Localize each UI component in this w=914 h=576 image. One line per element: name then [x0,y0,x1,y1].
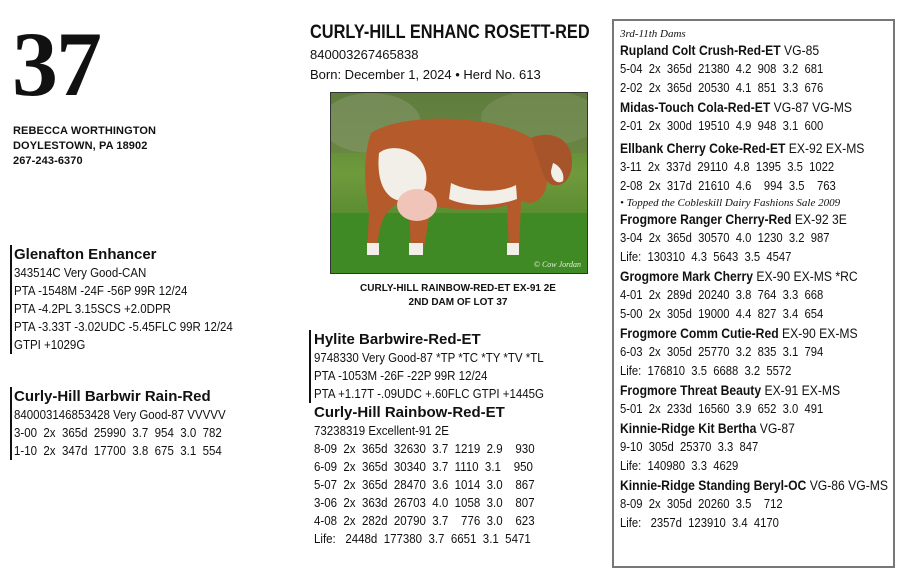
sire-name: Glenafton Enhancer [14,246,157,263]
dam-entry-name [620,267,860,286]
cow-name: Ellbank Cherry Coke-Red-ET [620,141,786,156]
cow-score: EX-92 3E [791,212,847,227]
cow-score: VG-85 [780,43,820,58]
dam-entry-name [620,381,860,400]
cow-name: Rupland Colt Crush-Red-ET [620,43,781,58]
cow-record: Life: 130310 4.3 5643 3.5 4547 [620,250,792,264]
dam-entry-name [620,98,860,117]
cow-record: 2-08 2x 317d 21610 4.6 994 3.5 763 [620,179,836,193]
cow-image [331,93,587,273]
cow-record: 3-11 2x 337d 29110 4.8 1395 3.5 1022 [620,160,835,174]
cow-name: Midas-Touch Cola-Red-ET [620,100,771,115]
sire-line: 343514C Very Good-CAN [14,266,147,280]
cow-name: Frogmore Ranger Cherry-Red [620,212,792,227]
mgs-name: Hylite Barbwire-Red-ET [314,331,481,348]
cow-score: VG-87 VG-MS [770,100,853,115]
cow-score: VG-86 VG-MS [806,478,889,493]
photo-credit: © Cow Jordan [533,260,581,269]
cow-score: EX-90 EX-MS *RC [753,269,858,284]
cow-record: Life: 140980 3.3 4629 [620,459,739,473]
consignor-info [13,124,156,169]
consignor-address: DOYLESTOWN, PA 18902 [13,140,148,152]
second-dam-name: Curly-Hill Rainbow-Red-ET [314,404,505,421]
consignor-phone: 267-243-6370 [13,155,83,167]
dam-entry-name [620,139,865,158]
sire-line: PTA -3.33T -3.02UDC -5.45FLC 99R 12/24 [14,320,233,334]
dam-block [10,387,284,460]
second-dam-line: 4-08 2x 282d 20790 3.7 776 3.0 623 [314,514,535,528]
cow-name: Kinnie-Ridge Kit Bertha [620,421,757,436]
second-dam-line: 6-09 2x 365d 30340 3.7 1110 3.1 950 [314,460,533,474]
cow-score: EX-91 EX-MS [761,383,841,398]
cow-record: 9-10 305d 25370 3.3 847 [620,440,759,454]
second-dam-line: 73238319 Excellent-91 2E [314,424,449,438]
dam-name: Curly-Hill Barbwir Rain-Red [14,388,211,405]
second-dam-line: 8-09 2x 365d 32630 3.7 1219 2.9 930 [314,442,535,456]
cow-name: Kinnie-Ridge Standing Beryl-OC [620,478,807,493]
cow-score: EX-92 EX-MS [785,141,865,156]
animal-name: CURLY-HILL ENHANC ROSETT-RED [310,22,590,43]
mgs-line: 9748330 Very Good-87 *TP *TC *TY *TV *TL [314,351,544,365]
cow-name: Frogmore Comm Cutie-Red [620,326,779,341]
pedigree-middle [309,330,599,548]
sire-line: PTA -1548M -24F -56P 99R 12/24 [14,284,188,298]
second-dam-block [309,403,599,548]
photo-caption-line: CURLY-HILL RAINBOW-RED-ET EX-91 2E [360,283,556,294]
photo-caption-line: 2ND DAM OF LOT 37 [408,297,508,308]
cow-record: 8-09 2x 305d 20260 3.5 712 [620,497,783,511]
dam-entry-name [620,419,860,438]
second-dam-line: 3-06 2x 363d 26703 4.0 1058 3.0 807 [314,496,535,510]
photo-caption [330,282,586,310]
cow-record: 6-03 2x 305d 25770 3.2 835 3.1 794 [620,345,824,359]
cow-score: EX-90 EX-MS [778,326,858,341]
dam-entry-name [620,324,860,343]
second-dam-line: 5-07 2x 365d 28470 3.6 1014 3.0 867 [314,478,535,492]
sire-line: GTPI +1029G [14,338,86,352]
cow-record: 5-04 2x 365d 21380 4.2 908 3.2 681 [620,62,824,76]
cow-record: 5-01 2x 233d 16560 3.9 652 3.0 491 [620,402,824,416]
cow-record: Life: 2357d 123910 3.4 4170 [620,516,779,530]
dam-entry-name [620,476,889,495]
cow-record: 5-00 2x 305d 19000 4.4 827 3.4 654 [620,307,824,321]
mgs-line: PTA +1.17T -.09UDC +.60FLC GTPI +1445G [314,387,545,401]
cow-record: 4-01 2x 289d 20240 3.8 764 3.3 668 [620,288,824,302]
dam-entry-name [620,210,860,229]
dam-line: 840003146853428 Very Good-87 VVVVV [14,408,226,422]
cow-name: Frogmore Threat Beauty [620,383,762,398]
sire-block [10,245,284,354]
dam-line: 1-10 2x 347d 17700 3.8 675 3.1 554 [14,444,222,458]
dam-entry-name [620,41,860,60]
animal-reg: 840003267465838 [310,47,419,62]
consignor-name: REBECCA WORTHINGTON [13,125,157,137]
second-dam-line: Life: 2448d 177380 3.7 6651 3.1 5471 [314,532,531,546]
cow-record: 3-04 2x 365d 30570 4.0 1230 3.2 987 [620,231,830,245]
cow-score: VG-87 [756,421,795,436]
mgs-line: PTA -1053M -26F -22P 99R 12/24 [314,369,488,383]
dams-box-header: 3rd-11th Dams [620,28,686,40]
sire-line: PTA -4.2PL 3.15SCS +2.0DPR [14,302,171,316]
cow-photo [330,92,588,274]
dams-box [612,19,895,568]
cow-record: Life: 176810 3.5 6688 3.2 5572 [620,364,792,378]
cow-record: 2-01 2x 300d 19510 4.9 948 3.1 600 [620,119,824,133]
cow-name: Grogmore Mark Cherry [620,269,754,284]
dam-line: 3-00 2x 365d 25990 3.7 954 3.0 782 [14,426,222,440]
animal-born: Born: December 1, 2024 • Herd No. 613 [310,67,541,82]
cow-note: • Topped the Cobleskill Dairy Fashions Sale 2009 [620,197,841,209]
cow-record: 2-02 2x 365d 20530 4.1 851 3.3 676 [620,81,824,95]
mgs-block [309,330,599,403]
lot-number: 37 [12,13,100,115]
